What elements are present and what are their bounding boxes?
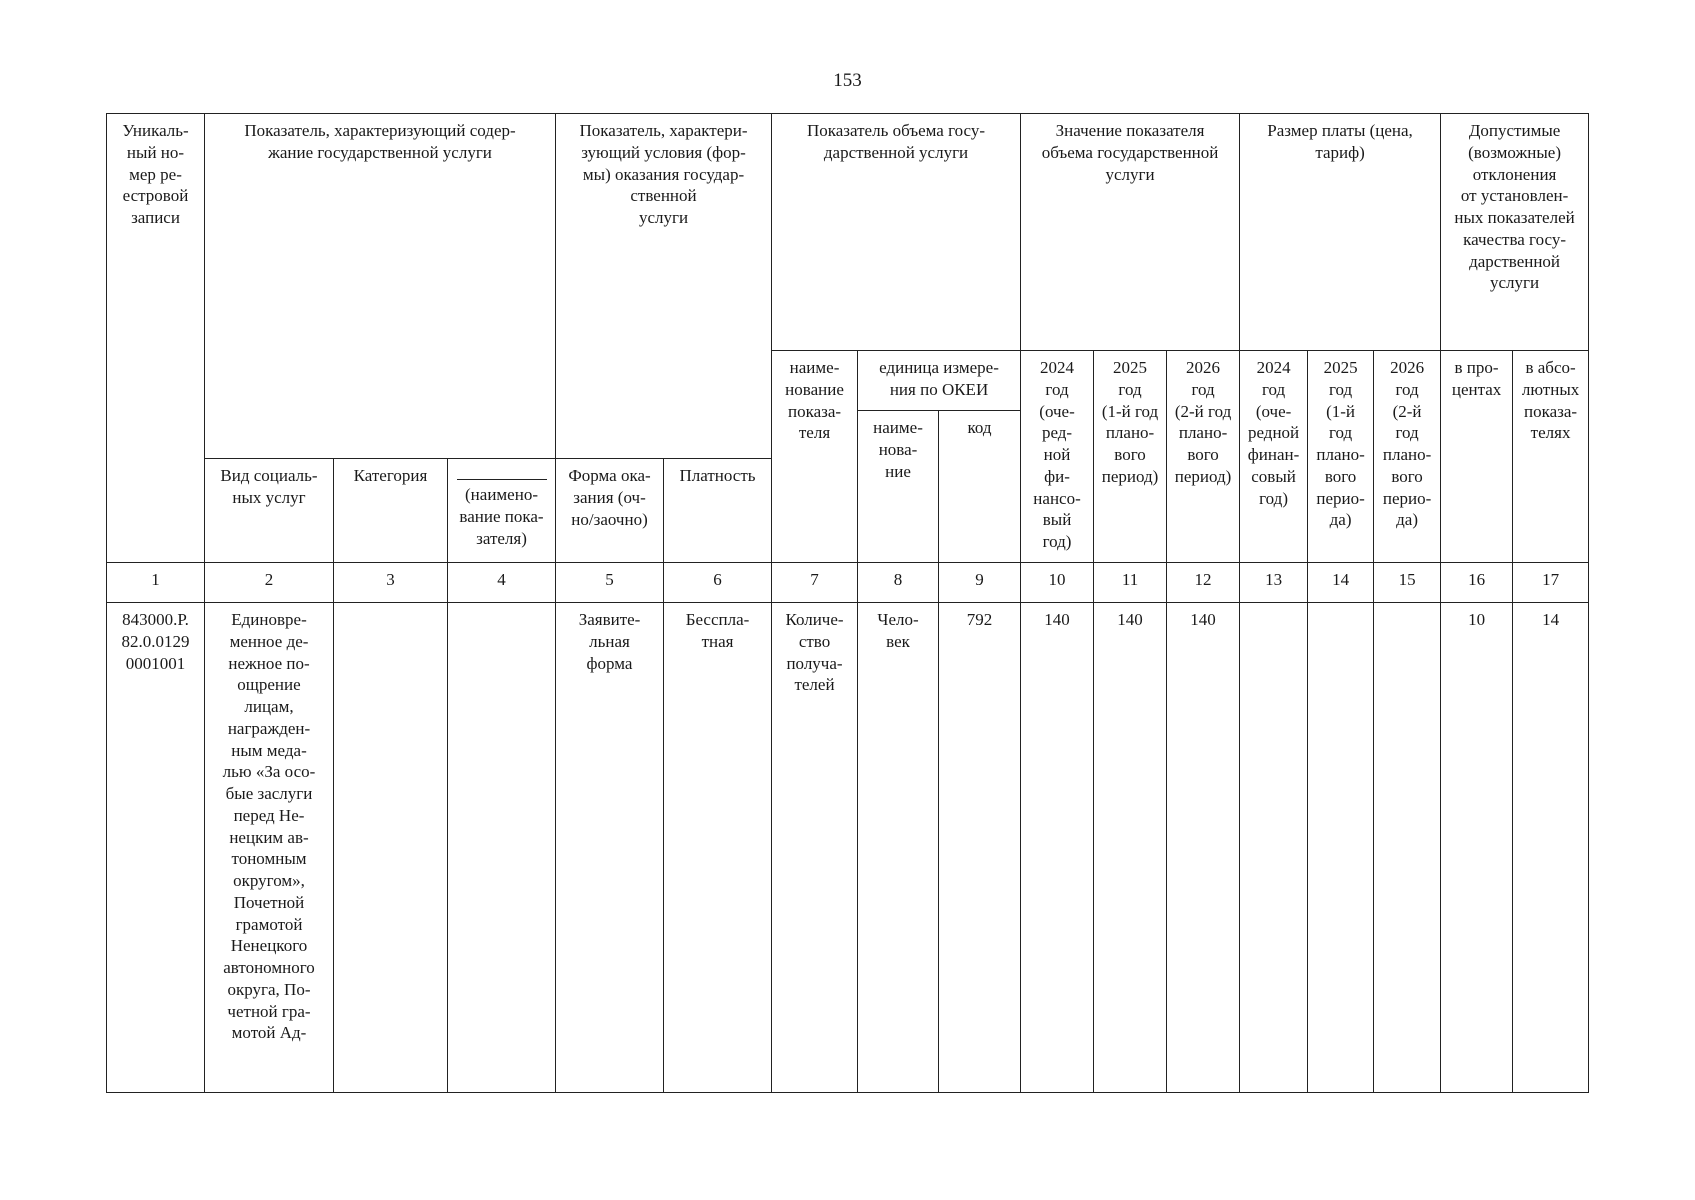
header-form: Форма ока- зания (оч- но/заочно) (556, 459, 664, 563)
state-service-volume-table (106, 113, 1589, 1093)
cell-indicator-placeholder (448, 603, 556, 1093)
column-number-12: 12 (1167, 563, 1240, 603)
column-number-14: 14 (1308, 563, 1374, 603)
column-number-row (107, 563, 1589, 603)
header-indicator-name: наиме- нование показа- теля (772, 351, 858, 563)
header-content-indicator: Показатель, характеризующий содер- жание государственной услуги (205, 114, 556, 459)
column-number-9: 9 (939, 563, 1021, 603)
header-registry-number: Уникаль- ный но- мер ре- естровой записи (107, 114, 205, 563)
column-number-4: 4 (448, 563, 556, 603)
cell-service-type: Единовре- менное де- нежное по- ощрение лицам, награжден- ным меда- лью «За осо- бые заслуги перед Не- нецким ав- тономным округом», Почетной грамотой Ненецкого автономного округа, По- четной гра- мотой Ад- (205, 603, 334, 1093)
header-row-groups (107, 114, 1589, 351)
header-fee-2024: 2024 год (оче- редной финан- совый год) (1240, 351, 1308, 563)
cell-deviation-percent: 10 (1441, 603, 1513, 1093)
header-value-2026: 2026 год (2-й год плано- вого период) (1167, 351, 1240, 563)
header-value-2025: 2025 год (1-й год плано- вого период) (1094, 351, 1167, 563)
cell-value-2024: 140 (1021, 603, 1094, 1093)
header-okei-unit: единица измере- ния по ОКЕИ (858, 351, 1021, 411)
header-deviation-absolute: в абсо- лютных показа- телях (1513, 351, 1589, 563)
header-deviation: Допустимые (возможные) отклонения от установлен- ных показателей качества госу- дарственной услуги (1441, 114, 1589, 351)
column-number-3: 3 (334, 563, 448, 603)
header-okei-name: наиме- нова- ние (858, 411, 939, 563)
cell-value-2025: 140 (1094, 603, 1167, 1093)
column-number-16: 16 (1441, 563, 1513, 603)
column-number-11: 11 (1094, 563, 1167, 603)
column-number-6: 6 (664, 563, 772, 603)
cell-category (334, 603, 448, 1093)
cell-fee-2026 (1374, 603, 1441, 1093)
header-volume-indicator: Показатель объема госу- дарственной услуги (772, 114, 1021, 351)
cell-value-2026: 140 (1167, 603, 1240, 1093)
cell-unit-name: Чело- век (858, 603, 939, 1093)
header-fee-2025: 2025 год (1-й год плано- вого перио- да) (1308, 351, 1374, 563)
column-number-17: 17 (1513, 563, 1589, 603)
cell-indicator: Количе- ство получа- телей (772, 603, 858, 1093)
header-payment: Платность (664, 459, 772, 563)
column-number-2: 2 (205, 563, 334, 603)
header-okei-code: код (939, 411, 1021, 563)
column-number-10: 10 (1021, 563, 1094, 603)
header-conditions-indicator: Показатель, характери- зующий условия (фор- мы) оказания государ- ственной услуги (556, 114, 772, 459)
cell-registry-number: 843000.Р. 82.0.0129 0001001 (107, 603, 205, 1093)
column-number-7: 7 (772, 563, 858, 603)
header-fee-2026: 2026 год (2-й год плано- вого перио- да) (1374, 351, 1441, 563)
cell-deviation-absolute: 14 (1513, 603, 1589, 1093)
header-value-2024: 2024 год (оче- ред- ной фи- нансо- вый год) (1021, 351, 1094, 563)
cell-form: Заявите- льная форма (556, 603, 664, 1093)
column-number-1: 1 (107, 563, 205, 603)
column-number-8: 8 (858, 563, 939, 603)
table-row (107, 603, 1589, 1093)
blank-name-line (457, 479, 547, 480)
cell-unit-code: 792 (939, 603, 1021, 1093)
column-number-15: 15 (1374, 563, 1441, 603)
header-social-services-type: Вид социаль- ных услуг (205, 459, 334, 563)
column-number-5: 5 (556, 563, 664, 603)
cell-payment: Бесспла- тная (664, 603, 772, 1093)
header-fee: Размер платы (цена, тариф) (1240, 114, 1441, 351)
header-category: Категория (334, 459, 448, 563)
header-volume-value: Значение показателя объема государственной услуги (1021, 114, 1240, 351)
header-indicator-placeholder: (наимено- вание пока- зателя) (448, 459, 556, 563)
column-number-13: 13 (1240, 563, 1308, 603)
cell-fee-2024 (1240, 603, 1308, 1093)
page-number: 153 (833, 70, 862, 91)
cell-fee-2025 (1308, 603, 1374, 1093)
header-deviation-percent: в про- центах (1441, 351, 1513, 563)
